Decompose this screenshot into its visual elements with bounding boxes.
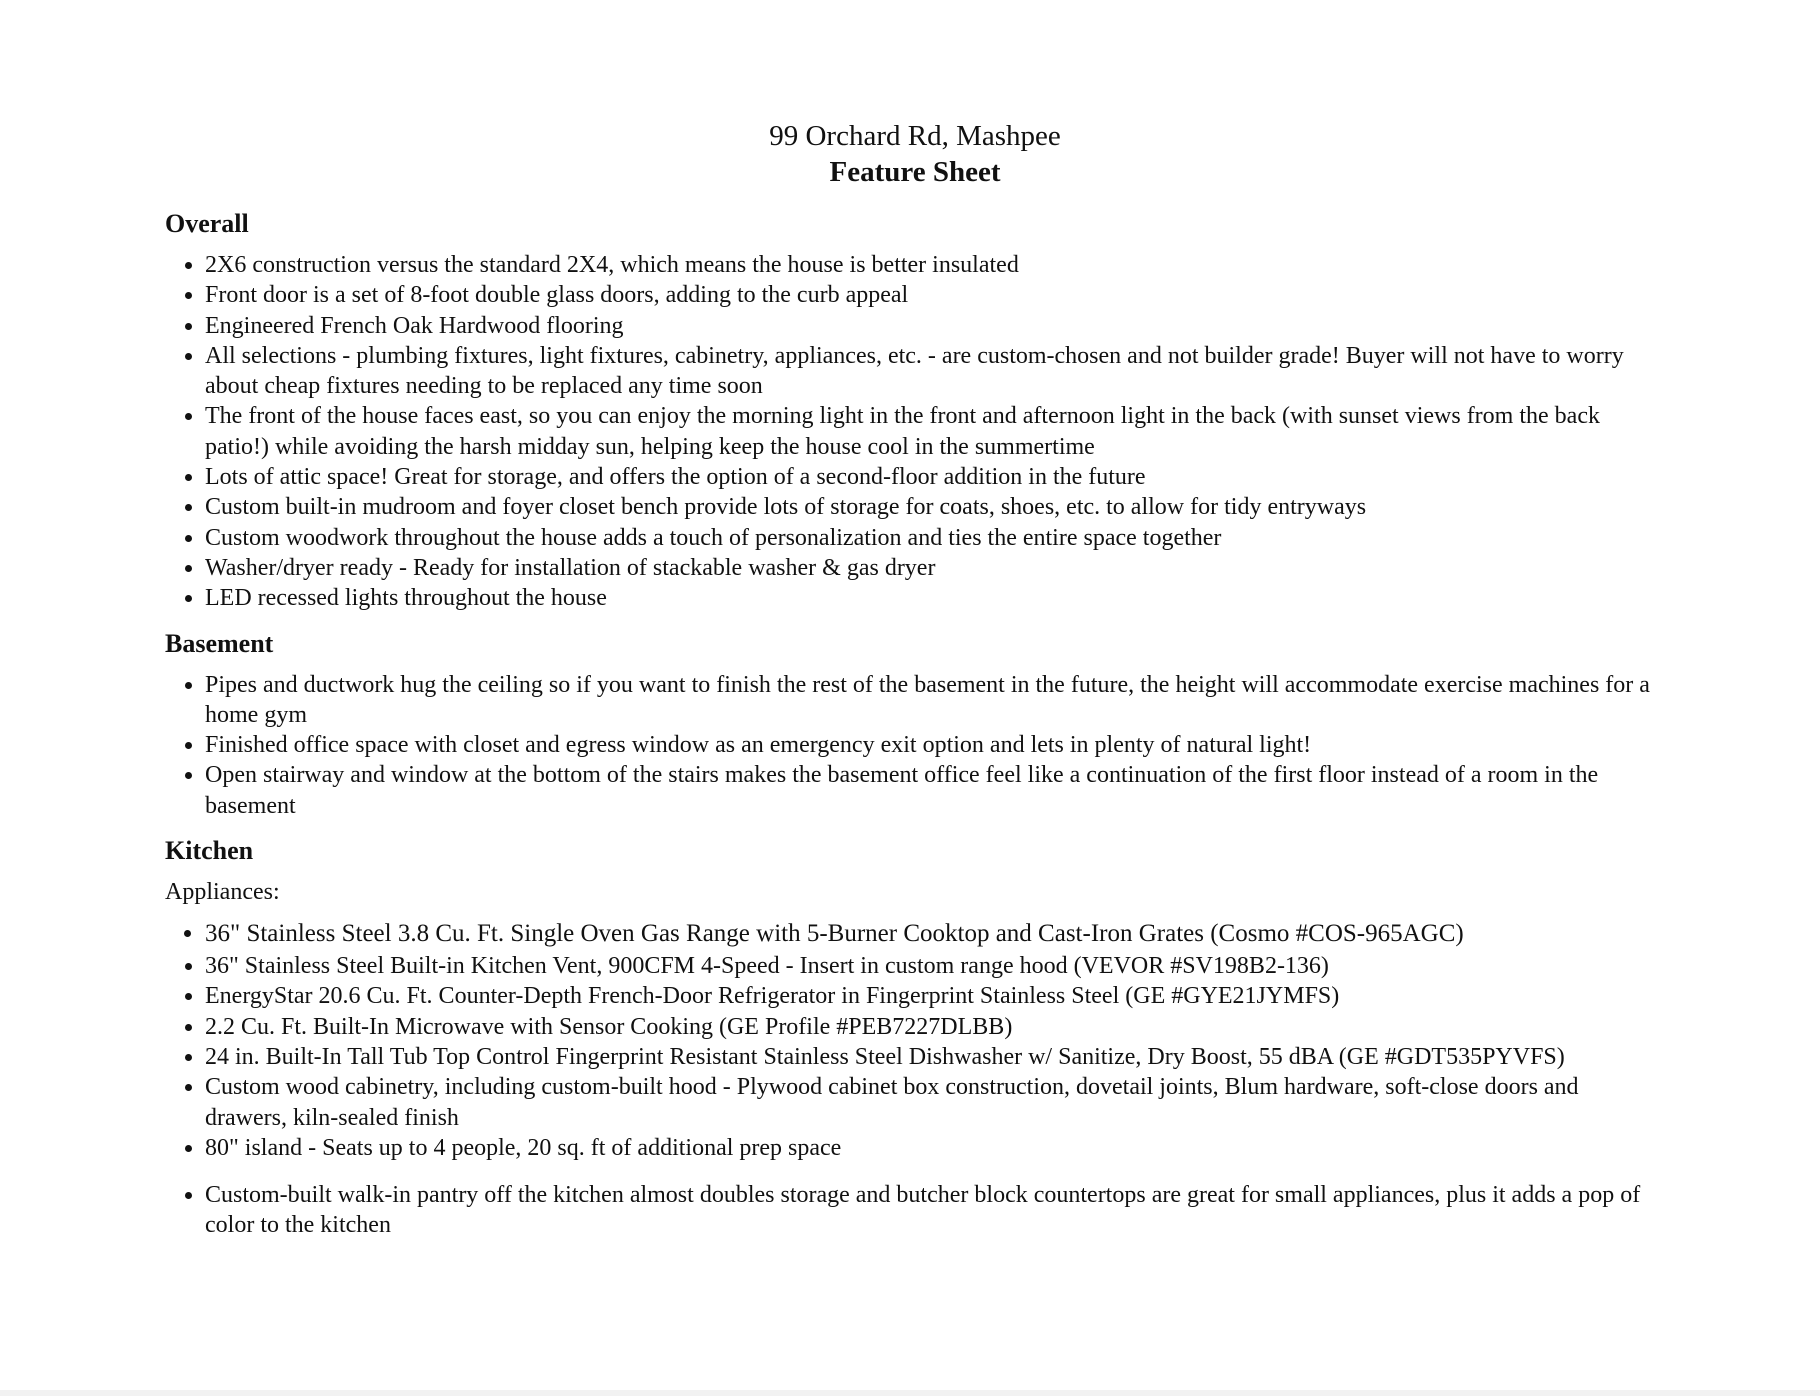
list-item: • Pipes and ductwork hug the ceiling so if you want to finish the rest of the basement in the future, the height will accommodate exercise machines for a home gym bbox=[205, 670, 1665, 731]
basement-section bbox=[165, 628, 1665, 821]
list-item: • Custom-built walk-in pantry off the kitchen almost doubles storage and butcher block countertops are great for small appliances, plus it adds a pop of color to the kitchen bbox=[205, 1180, 1665, 1241]
list-item: • Lots of attic space! Great for storage, and offers the option of a second-floor addition in the future bbox=[205, 462, 1665, 492]
list-item: • 24 in. Built-In Tall Tub Top Control Fingerprint Resistant Stainless Steel Dishwasher w/ Sanitize, Dry Boost, 55 dBA (GE #GDT535PYVFS) bbox=[205, 1042, 1665, 1072]
overall-heading: Overall bbox=[165, 209, 249, 238]
basement-heading: Basement bbox=[165, 628, 274, 658]
list-item: • Custom wood cabinetry, including custom-built hood - Plywood cabinet box construction, dovetail joints, Blum hardware, soft-close doors and drawers, kiln-sealed finish bbox=[205, 1072, 1665, 1133]
list-item: • 2.2 Cu. Ft. Built-In Microwave with Sensor Cooking (GE Profile #PEB7227DLBB) bbox=[205, 1012, 1665, 1042]
feature-sheet-page bbox=[165, 118, 1665, 1255]
page-bottom-edge bbox=[0, 1390, 1820, 1396]
kitchen-section bbox=[165, 835, 1665, 1241]
list-item: • The front of the house faces east, so you can enjoy the morning light in the front and afternoon light in the back (with sunset views from the back patio!) while avoiding the harsh midday sun, helping keep the house cool in the summertime bbox=[205, 401, 1665, 462]
overall-section bbox=[165, 208, 1665, 614]
list-item: • Custom built-in mudroom and foyer closet bench provide lots of storage for coats, shoes, etc. to allow for tidy entryways bbox=[205, 492, 1665, 522]
list-item: • 2X6 construction versus the standard 2X4, which means the house is better insulated bbox=[205, 250, 1665, 280]
list-item: • 36" Stainless Steel 3.8 Cu. Ft. Single Oven Gas Range with 5-Burner Cooktop and Cast-Iron Grates (Cosmo #COS-965AGC) bbox=[205, 917, 1665, 951]
list-item: • Washer/dryer ready - Ready for installation of stackable washer & gas dryer bbox=[205, 553, 1665, 583]
list-item: • Open stairway and window at the bottom of the stairs makes the basement office feel like a continuation of the first floor instead of a room in the basement bbox=[205, 760, 1665, 821]
title-block bbox=[165, 118, 1665, 190]
kitchen-heading: Kitchen bbox=[165, 836, 254, 866]
kitchen-list bbox=[165, 917, 1665, 1241]
overall-list bbox=[165, 250, 1665, 614]
list-item: • EnergyStar 20.6 Cu. Ft. Counter-Depth French-Door Refrigerator in Fingerprint Stainless Steel (GE #GYE21JYMFS) bbox=[205, 981, 1665, 1011]
list-item: • 36" Stainless Steel Built-in Kitchen Vent, 900CFM 4-Speed - Insert in custom range hood (VEVOR #SV198B2-136) bbox=[205, 951, 1665, 981]
list-item: • All selections - plumbing fixtures, light fixtures, cabinetry, appliances, etc. - are custom-chosen and not builder grade! Buyer will not have to worry about cheap fixtures needing to be replaced any time soon bbox=[205, 341, 1665, 402]
feature-sheet-subtitle: Feature Sheet bbox=[829, 156, 1001, 188]
list-item: • Front door is a set of 8-foot double glass doors, adding to the curb appeal bbox=[205, 280, 1665, 310]
basement-list bbox=[165, 670, 1665, 821]
list-item: • Custom woodwork throughout the house adds a touch of personalization and ties the entire space together bbox=[205, 523, 1665, 553]
list-item: • Finished office space with closet and egress window as an emergency exit option and lets in plenty of natural light! bbox=[205, 730, 1665, 760]
list-item: • Engineered French Oak Hardwood flooring bbox=[205, 311, 1665, 341]
list-item: • LED recessed lights throughout the house bbox=[205, 583, 1665, 613]
list-item: • 80" island - Seats up to 4 people, 20 sq. ft of additional prep space bbox=[205, 1133, 1665, 1163]
appliances-label: Appliances: bbox=[165, 879, 280, 906]
address-title: 99 Orchard Rd, Mashpee bbox=[769, 120, 1061, 152]
